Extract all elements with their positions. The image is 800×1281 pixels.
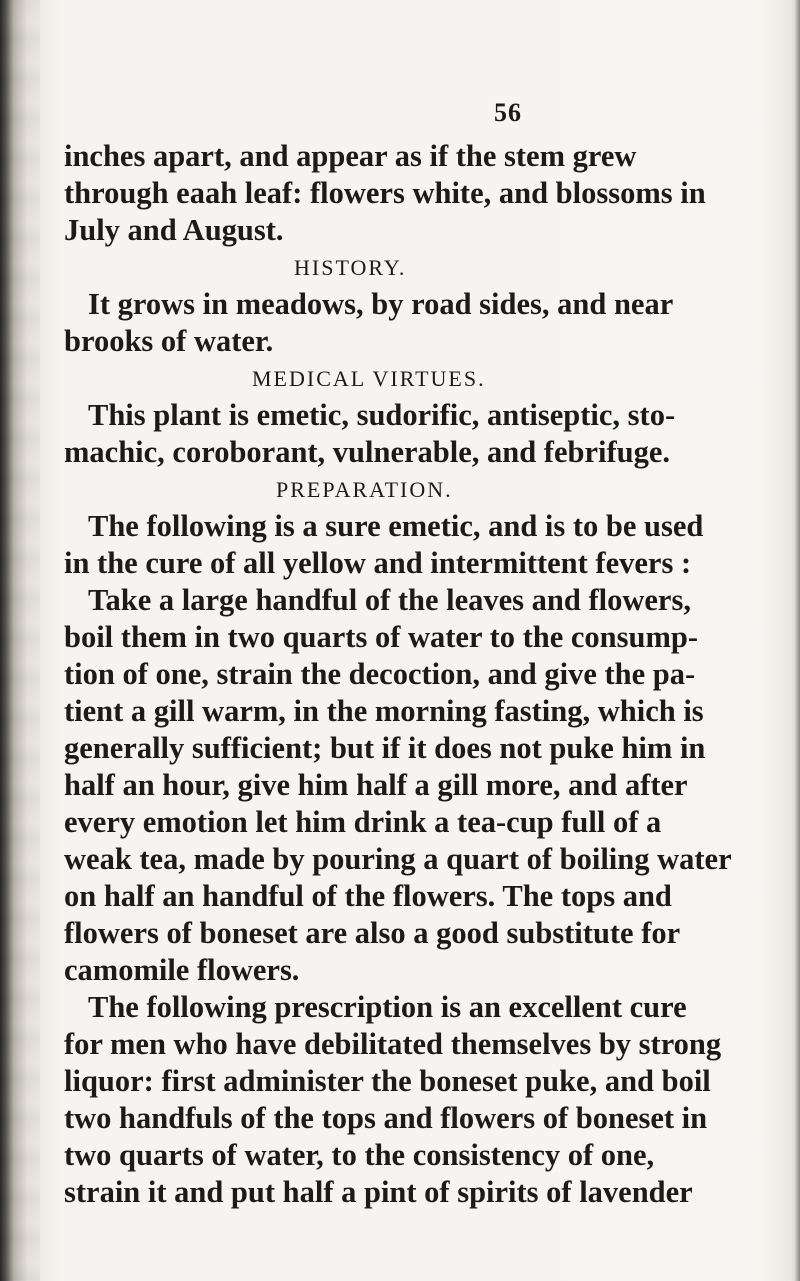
text-line: liquor: first administer the boneset puke, and boil <box>64 1064 711 1098</box>
text-line: half an hour, give him half a gill more, and after <box>64 768 688 802</box>
page-edge <box>794 0 800 1281</box>
text-line: Take a large handful of the leaves and flowers, <box>88 583 691 617</box>
text-line: two handfuls of the tops and flowers of boneset in <box>64 1101 708 1135</box>
text-line: every emotion let him drink a tea-cup full of a <box>64 805 662 839</box>
text-line: inches apart, and appear as if the stem grew <box>64 139 637 173</box>
body-text <box>64 138 764 1211</box>
text-line: through eaah leaf: flowers white, and blossoms in <box>64 176 706 210</box>
page-number: 56 <box>494 98 522 127</box>
text-line: brooks of water. <box>64 324 274 358</box>
text-line: generally sufficient; but if it does not puke him in <box>64 731 706 765</box>
text-line: This plant is emetic, sudorific, antiseptic, sto- <box>88 398 676 432</box>
text-line: camomile flowers. <box>64 953 300 987</box>
text-line: July and August. <box>64 213 284 247</box>
text-line: two quarts of water, to the consistency of one, <box>64 1138 655 1172</box>
text-line: The following is a sure emetic, and is to be used <box>88 509 704 543</box>
text-line: The following prescription is an excellent cure <box>88 990 687 1024</box>
text-line: flowers of boneset are also a good substitute for <box>64 916 681 950</box>
text-line: machic, coroborant, vulnerable, and febrifuge. <box>64 435 671 469</box>
text-line: strain it and put half a pint of spirits of lavender <box>64 1175 693 1209</box>
text-line: tion of one, strain the decoction, and give the pa- <box>64 657 696 691</box>
text-line: tient a gill warm, in the morning fasting, which is <box>64 694 704 728</box>
text-line: boil them in two quarts of water to the consump- <box>64 620 698 654</box>
text-line: on half an handful of the flowers. The tops and <box>64 879 672 913</box>
text-line: It grows in meadows, by road sides, and near <box>88 287 674 321</box>
binding-gutter <box>0 0 40 1281</box>
section-heading-history: HISTORY. <box>294 255 407 280</box>
section-heading-preparation: PREPARATION. <box>276 477 453 502</box>
text-line: weak tea, made by pouring a quart of boiling water <box>64 842 732 876</box>
text-line: for men who have debilitated themselves by strong <box>64 1027 722 1061</box>
text-line: in the cure of all yellow and intermittent fevers : <box>64 546 692 580</box>
section-heading-medical-virtues: MEDICAL VIRTUES. <box>252 366 486 391</box>
